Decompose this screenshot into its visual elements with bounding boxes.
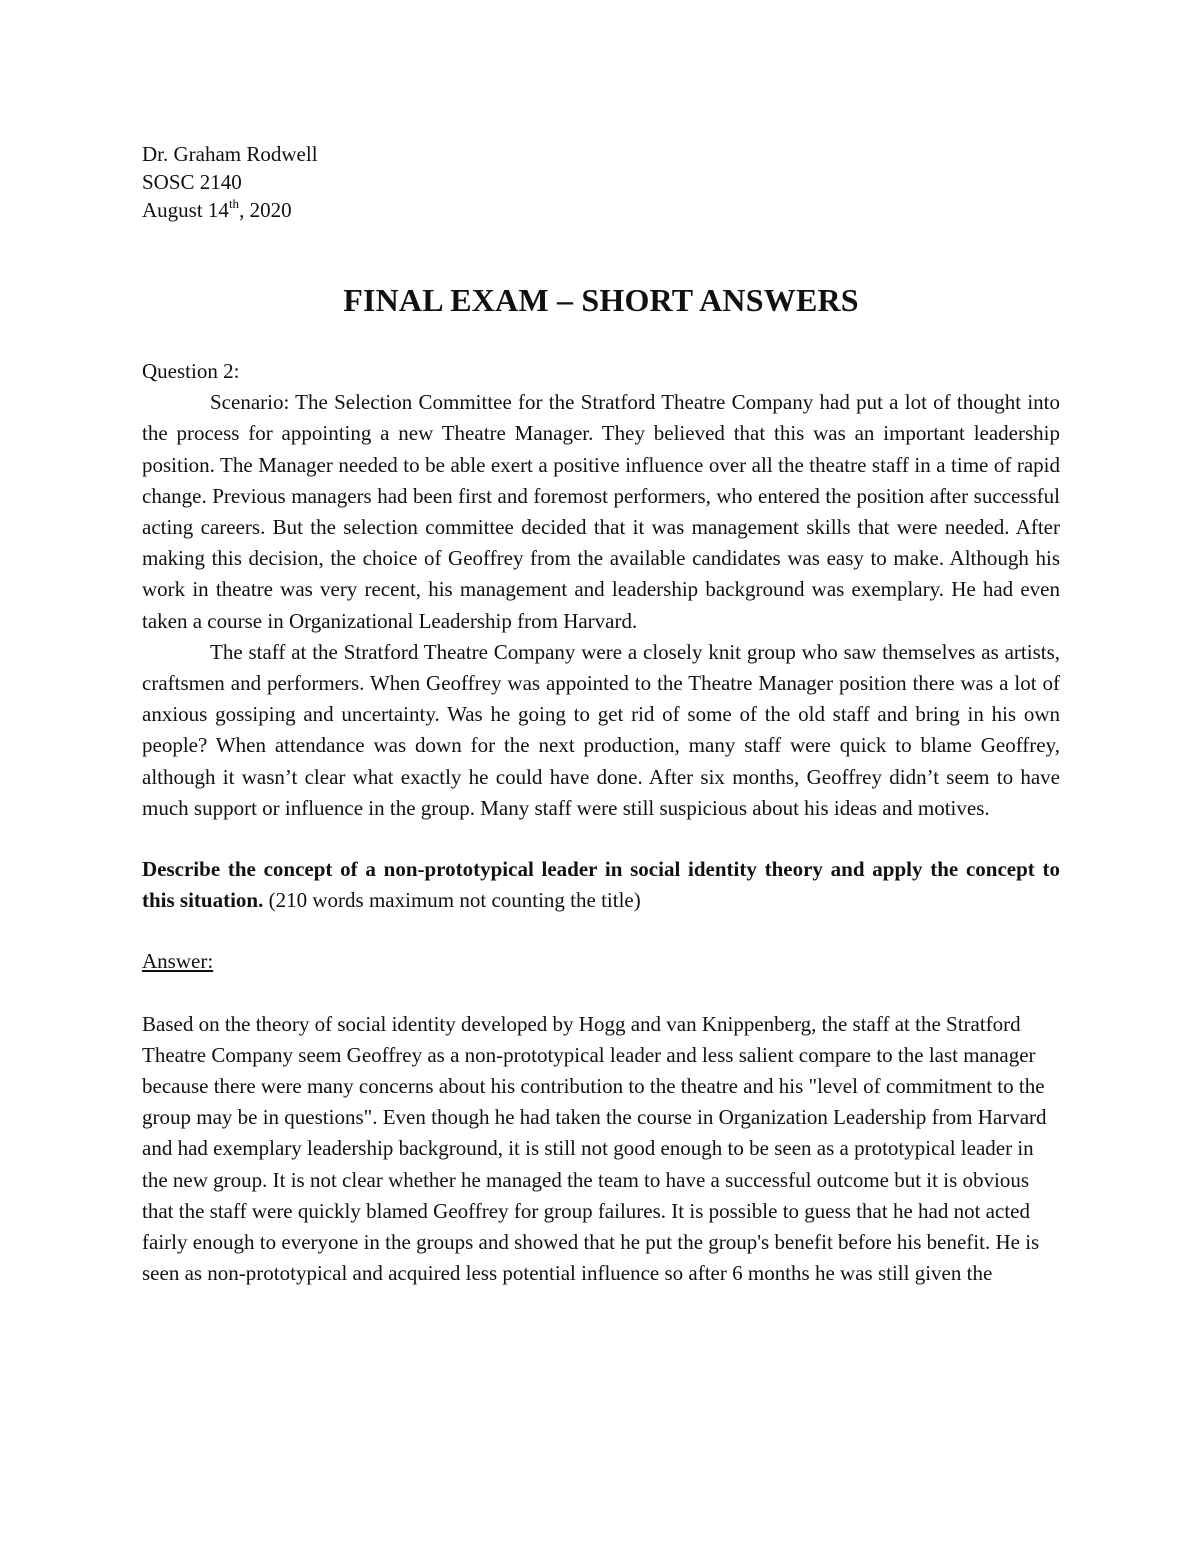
date-prefix: August 14 (142, 198, 229, 222)
document-title: FINAL EXAM – SHORT ANSWERS (343, 282, 859, 318)
scenario-paragraph-1 (142, 387, 1060, 637)
document-header (142, 140, 1060, 224)
scenario-label: Scenario: (210, 390, 290, 415)
document-page (142, 140, 1060, 1289)
prompt-bold-text: Describe the concept of a non-prototypical leader in social identity theory and apply the concept to this situation. (142, 857, 1060, 913)
answer-text: Based on the theory of social identity developed by Hogg and van Knippenberg, the staff at the Stratford Theatre Company seem Geoffrey as a non-prototypical leader and less salient compare to the last manager because there were many concerns about his contribution to the theatre and his "level of commitment to the group may be in questions". Even though he had taken the course in Organization Leadership from Harvard and had exemplary leadership background, it is still not good enough to be seen as a prototypical leader in the new group. It is not clear whether he managed the team to have a successful outcome but it is obvious that the staff were quickly blamed Geoffrey for group failures. It is possible to guess that he had not acted fairly enough to everyone in the groups and showed that he put the group's benefit before his benefit. He is seen as non-prototypical and acquired less potential influence so after 6 months he was still given the (142, 1011, 1047, 1286)
scenario-paragraph-2: The staff at the Stratford Theatre Company were a closely knit group who saw themselves as artists, craftsmen and performers. When Geoffrey was appointed to the Theatre Manager position there was a lot of anxious gossiping and uncertainty. Was he going to get rid of some of the old staff and bring in his own people? When attendance was down for the next production, many staff were quick to blame Geoffrey, although it wasn’t clear what exactly he could have done. After six months, Geoffrey didn’t seem to have much support or influence in the group. Many staff were still suspicious about his ideas and motives. (142, 639, 1060, 820)
date-ordinal: th (228, 196, 240, 211)
question-label: Question 2: (142, 359, 240, 383)
answer-label: Answer: (142, 949, 214, 974)
course-code: SOSC 2140 (142, 170, 242, 194)
document-date (142, 196, 1060, 224)
date-suffix: , 2020 (239, 198, 292, 222)
scenario-text-1: The Selection Committee for the Stratford Theatre Company had put a lot of thought into the process for appointing a new Theatre Manager. They believed that this was an important leadership position. The Manager needed to be able exert a positive influence over all the theatre staff in a time of rapid change. Previous managers had been first and foremost performers, who entered the position after successful acting careers. But the selection committee decided that it was management skills that were needed. After making this decision, the choice of Geoffrey from the available candidates was easy to make. Although his work in theatre was very recent, his management and leadership background was exemplary. He had even taken a course in Organizational Leadership from Harvard. (142, 390, 1060, 633)
question-prompt (142, 854, 1060, 916)
professor-name: Dr. Graham Rodwell (142, 142, 318, 166)
prompt-note: (210 words maximum not counting the title) (263, 888, 641, 913)
